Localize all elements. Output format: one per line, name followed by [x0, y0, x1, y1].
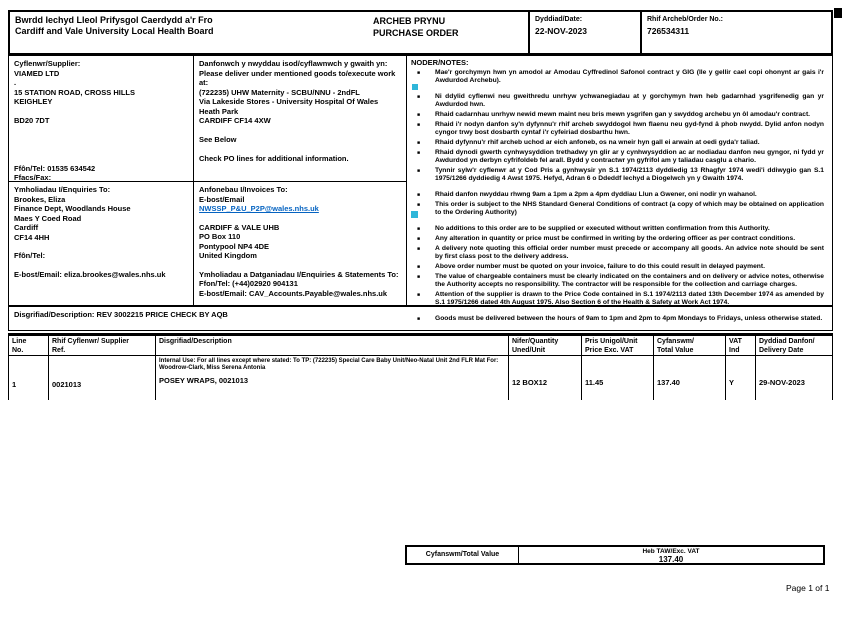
cell-vat-ind: Y	[726, 356, 756, 400]
supplier-fax-label: Ffacs/Fax:	[14, 173, 52, 182]
enquiries-contact-name: Brookes, Eliza	[14, 194, 66, 204]
note-item: ■ Rhaid i'r nodyn danfon sy'n dyfynnu'r rhif archeb swyddogol hwn flaenu neu gyd-fynd â phob nwydd. Dylid anfon nodyn cyngor trwy bost dosbarth cyntaf i'r cyfeiriad dosbarthu hwn.	[411, 121, 824, 137]
doc-title-welsh: ARCHEB PRYNU	[373, 16, 446, 26]
cell-supplier-ref: 0021013	[49, 356, 156, 400]
cell-internal-note: Internal Use: For all lines except where stated: To TP: (722235) Special Care Baby Unit/Neo-Natal Unit 2nd FLR Mat For: Woodrow-Clark, Miss Serena Antonia	[159, 358, 499, 371]
invoices-address-line: PO Box 110	[199, 232, 241, 241]
cell-item-description: POSEY WRAPS, 0021013	[159, 376, 249, 385]
enquiries-email-value: eliza.brookes@wales.nhs.uk	[64, 269, 166, 279]
order-date-label: Dyddiad/Date:	[535, 16, 583, 23]
order-description-value: REV 3002215 PRICE CHECK BY AQB	[96, 310, 228, 319]
totals-value-cell	[519, 547, 823, 563]
notes-panel	[406, 55, 833, 322]
note-item: ■ Rhaid danfon nwyddau rhwng 9am a 1pm a 2pm a 4pm dyddiau Llun a Gwener, oni nodir yn wahanol.	[411, 191, 824, 199]
invoices-address-line: United Kingdom	[199, 251, 257, 260]
enquiries-address-line: Finance Dept, Woodlands House	[14, 204, 131, 213]
deliver-address-line: Via Lakeside Stores - University Hospital Of Wales	[199, 97, 379, 106]
totals-label: Cyfanswm/Total Value	[407, 547, 519, 563]
note-item: ■ Rhaid dyfynnu'r rhif archeb uchod ar eich anfoneb, os na wneir hyn gall ei arwain at oedi gyda'r taliad.	[411, 139, 824, 147]
deliver-address-line: Heath Park	[199, 106, 239, 116]
print-corner-mark	[834, 8, 842, 18]
org-identity	[10, 12, 368, 53]
cell-total-value: 137.40	[654, 356, 726, 400]
enquiries-address-line: Maes Y Coed Road	[14, 213, 82, 223]
note-item: ■ Rhaid cadarnhau unrhyw newid mewn maint neu bris mewn ysgrifen gan y swyddog archebu yn ôl amodau'r contract.	[411, 111, 824, 119]
deliver-see-below: See Below	[199, 135, 237, 144]
note-item: ■ The value of chargeable containers must be clearly indicated on the containers and on delivery or advice notes, otherwise the Authority accepts no responsibility. The contractor will be responsible for the collection and carriage charges.	[411, 273, 824, 289]
col-header-delivery-date: Dyddiad Danfon/ Delivery Date	[759, 338, 815, 354]
invoices-label: Anfonebau I/Invoices To:	[199, 185, 288, 194]
note-item: ■ Goods must be delivered between the hours of 9am to 1pm and 2pm to 4pm Mondays to Fridays, unless otherwise stated.	[411, 315, 824, 323]
note-item: ■ No additions to this order are to be supplied or executed without written confirmation from this Authority.	[411, 225, 824, 233]
note-item: ■ Ni ddylid cyflenwi neu gweithredu unrhyw ychwanegiadau at y gorchymyn hwn heb gadarnhad ysgrifenedig gan yr Awdurdod hwn.	[411, 93, 824, 109]
enquiries-address-line: Cardiff	[14, 223, 39, 232]
totals-vat-label: Heb TAW/Exc. VAT	[642, 548, 700, 555]
enquiries-phone-label: Ffôn/Tel:	[14, 251, 46, 260]
supplier-panel	[8, 55, 194, 182]
notes-title: NODER/NOTES:	[411, 58, 469, 67]
invoices-email-label: E-bost/Email	[199, 194, 245, 204]
order-date-value: 22-NOV-2023	[535, 26, 587, 36]
cyan-highlight-marker	[412, 84, 418, 90]
col-header-quantity: Nifer/Quantity Uned/Unit	[509, 336, 582, 355]
note-item: ■ Rhaid dynodi gwerth cynhwysyddion trethadwy yn glir ar y cynhwysyddion ac ar nodiadau danfon neu gyngor, ni fydd yr Awdurdod yn derbyn cyfrifoldeb fel arall. Bydd y contractwr yn gyfrifol am y taliadau casglu a chario.	[411, 149, 824, 165]
totals-value: 137.40	[658, 555, 684, 564]
deliver-address-line: (722235) UHW Maternity - SCBU/NNU - 2ndFL	[199, 87, 360, 97]
cell-line-no: 1	[9, 356, 49, 400]
note-item: ■ Tynnir sylw'r cyflenwr at y Cod Pris a gynhwysir yn S.1 1974/2113 dyddiedig 13 Rhagfyr 1974 wedi'i ddiwygio gan S.1 1975/1266 dyddiedig 4 Awst 1975. Hefyd, Adran 6 o Ddeddf Iechyd a Diogelwch yn y Gwaith 1974.	[411, 167, 824, 183]
deliver-to-label: Danfonwch y nwyddau isod/cyflawnwch y gwaith yn: Please deliver under mentioned goods to/execute work at:	[199, 59, 396, 87]
invoices-panel	[193, 181, 407, 306]
note-item: ■ Above order number must be quoted on your invoice, failure to do this could result in delayed payment.	[411, 263, 824, 271]
supplier-label: Cyflenwr/Supplier:	[14, 59, 81, 68]
col-header-vat-ind: VAT Ind	[726, 336, 756, 355]
note-item: ■ This order is subject to the NHS Standard General Conditions of contract (a copy of which may be obtained on application to the Ordering Authority)	[411, 201, 824, 217]
deliver-po-note: Check PO lines for additional information.	[199, 153, 349, 163]
supplier-phone-label: Ffôn/Tel:	[14, 163, 46, 173]
enquiries-postcode: CF14 4HH	[14, 232, 50, 242]
cyan-highlight-marker	[411, 211, 418, 218]
deliver-spacer-line	[199, 126, 401, 136]
supplier-address-line: 15 STATION ROAD, CROSS HILLS	[14, 87, 135, 97]
cell-unit-price: 11.45	[582, 356, 654, 400]
supplier-postcode: BD20 7DT	[14, 116, 50, 125]
enquiries-panel	[8, 181, 194, 306]
deliver-address-line: CARDIFF CF14 4XW	[199, 116, 271, 125]
header	[8, 10, 833, 55]
col-header-total-value: Cyfanswm/ Total Value	[654, 336, 726, 355]
order-description-band	[8, 306, 833, 331]
cell-description	[156, 356, 509, 400]
order-number-cell	[640, 12, 831, 53]
statements-email: E-bost/Email: CAV_Accounts.Payable@wales.nhs.uk	[199, 288, 388, 298]
enquiries-email	[14, 270, 188, 280]
order-number-label: Rhif Archeb/Order No.:	[647, 16, 723, 23]
invoices-address-line: Pontypool NP4 4DE	[199, 241, 270, 251]
enquiries-email-label: E-bost/Email:	[14, 269, 62, 279]
order-description-label: Disgrifiad/Description:	[14, 310, 95, 319]
org-name-welsh: Bwrdd Iechyd Lleol Prifysgol Caerdydd a'r Fro	[15, 15, 213, 25]
supplier-address-line	[14, 107, 188, 117]
invoices-address-line: CARDIFF & VALE UHB	[199, 222, 280, 232]
notes-list	[411, 69, 826, 323]
col-header-line-no: Line No.	[9, 336, 49, 355]
order-totals	[405, 545, 825, 565]
page-number: Page 1 of 1	[786, 583, 830, 593]
cell-quantity: 12 BOX12	[509, 356, 582, 400]
statements-phone: Ffon/Tel: (+44)02920 904131	[199, 279, 298, 288]
invoices-email-link[interactable]: NWSSP_P&U_P2P@wales.nhs.uk	[199, 204, 319, 213]
table-row	[9, 356, 832, 400]
supplier-address-line: KEIGHLEY	[14, 97, 53, 106]
note-item: ■ A delivery note quoting this official order number must precede or accompany all goods. An advice note should be sent by first class post to the delivery address.	[411, 245, 824, 261]
col-header-unit-price: Pris Unigol/Unit Price Exc. VAT	[582, 336, 654, 355]
order-date-cell	[528, 12, 640, 53]
col-header-description: Disgrifiad/Description	[156, 336, 509, 355]
document-title	[368, 12, 528, 53]
cell-delivery-date: 29-NOV-2023	[759, 378, 805, 387]
org-name-english: Cardiff and Vale University Local Health Board	[15, 26, 214, 36]
deliver-to-panel	[193, 55, 407, 182]
supplier-name: VIAMED LTD	[14, 68, 60, 78]
note-item: ■ Attention of the supplier is drawn to the Price Code contained in S.1 1974/2113 dated 13th December 1974 as amended by S.1 1975/1266 dated 4th August 1975. Also Section 6 of the Health & Safety at Work Act 1974.	[411, 291, 824, 307]
note-item: ■ Mae'r gorchymyn hwn yn amodol ar Amodau Cyffredinol Safonol contract y GIG (lle y gellir cael copi ohonynt ar gais i'r Awdurdod Archebu).	[411, 69, 824, 85]
statements-label: Ymholiadau a Datganiadau I/Enquiries & Statements To:	[199, 269, 399, 279]
order-number-value: 726534311	[647, 26, 690, 36]
table-header-row	[9, 336, 832, 356]
line-items-table	[8, 333, 833, 400]
note-item: ■ Any alteration in quantity or price must be confirmed in writing by the ordering officer as per contract conditions.	[411, 235, 824, 243]
supplier-phone	[14, 164, 188, 174]
doc-title-english: PURCHASE ORDER	[373, 28, 459, 38]
supplier-phone-value: 01535 634542	[47, 163, 96, 173]
enquiries-label: Ymholiadau I/Enquiries To:	[14, 185, 111, 194]
supplier-address-line: .	[14, 78, 17, 87]
col-header-supplier-ref: Rhif Cyflenwr/ Supplier Ref.	[49, 336, 156, 355]
